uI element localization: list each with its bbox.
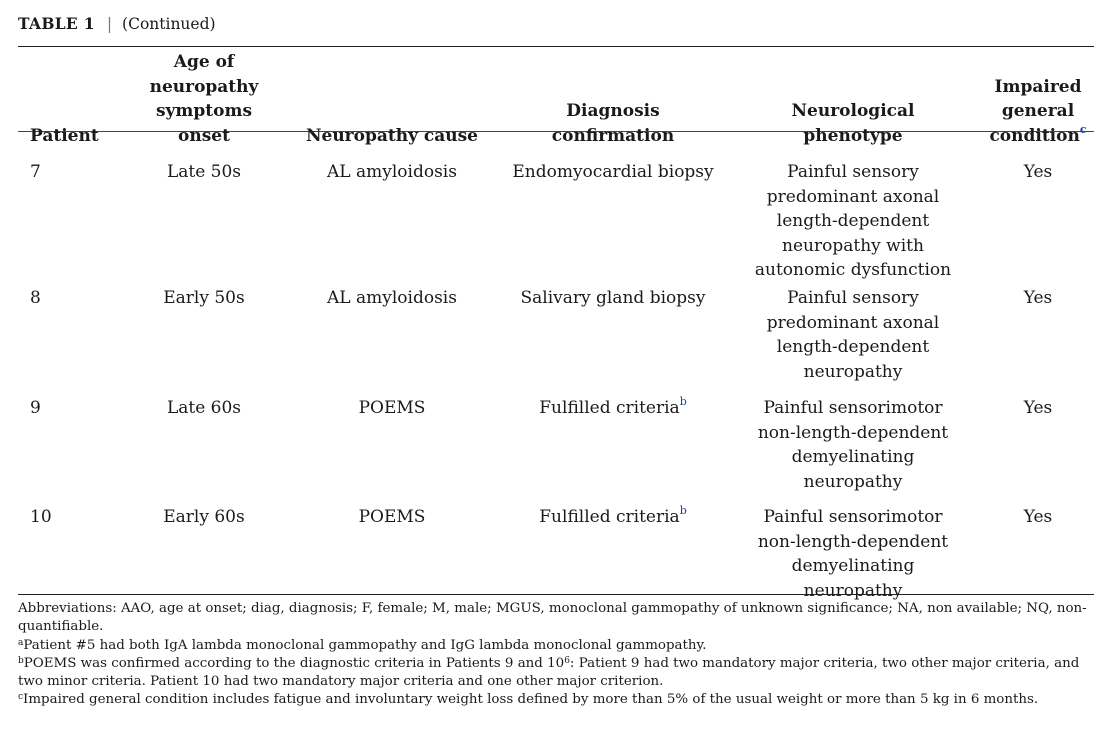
caption-separator: | <box>106 15 113 33</box>
footnote-a-text: Patient #5 had both IgA lambda monoclonal gammopathy and IgG lambda monoclonal gammopathy. <box>23 637 707 653</box>
cell-age-onset: Early 60s <box>163 507 245 527</box>
cell-impaired-condition: Yes <box>1023 398 1053 418</box>
table-footnotes <box>18 600 1094 710</box>
footnote-a <box>18 637 1094 655</box>
cell-neurological-phenotype <box>724 286 982 396</box>
caption-continued: (Continued) <box>122 15 216 33</box>
diagnosis-text: Fulfilled criteria <box>539 507 680 527</box>
phenotype-line: neuropathy <box>803 471 903 492</box>
footnote-c <box>18 691 1094 709</box>
header-impaired-line-3: condition <box>989 125 1080 146</box>
footnote-b <box>18 655 1094 692</box>
table-header-row <box>18 50 1094 152</box>
header-age-line-1: Age of <box>173 52 235 72</box>
phenotype-line: demyelinating <box>791 556 915 576</box>
cell-neurological-phenotype <box>724 396 982 505</box>
cell-diagnosis-confirmation <box>502 396 724 505</box>
header-phenotype-line-2: phenotype <box>803 125 903 146</box>
cell-impaired-condition: Yes <box>1023 507 1053 527</box>
cell-diagnosis-confirmation <box>502 505 724 605</box>
header-age-line-2: neuropathy <box>149 76 259 97</box>
table-row <box>18 505 1094 605</box>
cell-age-onset: Late 50s <box>166 162 242 182</box>
cell-impaired-condition: Yes <box>1023 288 1053 308</box>
phenotype-line: neuropathy <box>803 580 903 601</box>
header-age-line-3: symptoms onset <box>155 101 253 146</box>
phenotype-line: Painful sensorimotor <box>763 398 943 418</box>
header-age-onset <box>126 50 282 152</box>
cell-patient: 8 <box>30 288 41 308</box>
cell-neurological-phenotype <box>724 505 982 605</box>
phenotype-line: neuropathy with <box>782 235 924 256</box>
table-row <box>18 396 1094 505</box>
cell-age-onset: Early 50s <box>163 288 245 308</box>
diagnosis-text: Salivary gland biopsy <box>520 288 706 308</box>
cell-neuropathy-cause: AL amyloidosis <box>327 288 457 308</box>
phenotype-line: predominant axonal <box>766 312 940 333</box>
header-phenotype-line-1: Neurological <box>791 101 915 121</box>
footnote-c-text: Impaired general condition includes fatigue and involuntary weight loss defined by more than 5% of the usual weight or more than 5 kg in 6 months. <box>23 692 1039 708</box>
phenotype-line: Painful sensorimotor <box>763 507 943 527</box>
table-row <box>18 152 1094 286</box>
header-impaired-line-1: Impaired <box>994 76 1082 97</box>
phenotype-line: neuropathy <box>803 361 903 382</box>
table-row <box>18 286 1094 396</box>
cell-patient: 7 <box>30 162 41 182</box>
header-patient: Patient <box>30 125 99 146</box>
header-impaired-line-2: general <box>1001 101 1075 121</box>
phenotype-line: predominant axonal <box>766 186 940 207</box>
diagnosis-text: Endomyocardial biopsy <box>512 162 714 182</box>
footnote-b-reference[interactable]: 6 <box>564 655 570 666</box>
diagnosis-text: Fulfilled criteria <box>539 398 680 418</box>
footnote-c-mark: c <box>18 692 24 703</box>
phenotype-line: length-dependent <box>776 337 930 357</box>
cell-age-onset: Late 60s <box>166 398 242 418</box>
header-neurological-phenotype <box>724 50 982 152</box>
footnote-b-text-1: POEMS was confirmed according to the diagnostic criteria in Patients 9 and 10 <box>23 655 565 671</box>
footnote-a-mark: a <box>18 637 24 648</box>
cell-diagnosis-confirmation <box>502 152 724 286</box>
header-diagnosis-confirmation: Diagnosis confirmation <box>551 101 675 146</box>
footnote-b-mark: b <box>18 655 24 666</box>
footnote-b-link[interactable]: b <box>679 395 687 409</box>
header-impaired-condition <box>982 50 1094 152</box>
phenotype-line: autonomic dysfunction <box>754 260 952 280</box>
cell-neuropathy-cause: POEMS <box>358 507 426 527</box>
cell-neuropathy-cause: AL amyloidosis <box>327 162 457 182</box>
table-label: TABLE 1 <box>18 14 95 33</box>
footnote-abbreviations: Abbreviations: AAO, age at onset; diag, diagnosis; F, female; M, male; MGUS, monoclonal gammopathy of unknown significance; NA, non available; NQ, non-quantifiable. <box>18 601 1087 635</box>
cell-neuropathy-cause: POEMS <box>358 398 426 418</box>
footnote-c-link[interactable]: c <box>1079 122 1087 136</box>
cell-impaired-condition: Yes <box>1023 162 1053 182</box>
phenotype-line: demyelinating <box>791 447 915 467</box>
phenotype-line: length-dependent <box>776 211 930 231</box>
cell-patient: 10 <box>30 507 52 527</box>
footnote-b-text-2: : Patient 9 had two mandatory major criteria, two other major criteria, and two minor criteria. Patient 10 had two mandatory major criteria and one other major criterion. <box>18 655 1080 690</box>
patient-table <box>18 50 1094 605</box>
phenotype-line: non-length-dependent <box>757 531 949 552</box>
phenotype-line: non-length-dependent <box>757 422 949 443</box>
header-neuropathy-cause: Neuropathy cause <box>305 125 479 146</box>
table-top-rule <box>18 46 1094 47</box>
phenotype-line: Painful sensory <box>787 288 919 308</box>
table-body <box>18 152 1094 605</box>
cell-neurological-phenotype <box>724 152 982 286</box>
cell-diagnosis-confirmation <box>502 286 724 396</box>
table-caption <box>18 14 216 33</box>
phenotype-line: Painful sensory <box>787 162 919 182</box>
cell-patient: 9 <box>30 398 41 418</box>
footnote-b-link[interactable]: b <box>679 504 687 518</box>
